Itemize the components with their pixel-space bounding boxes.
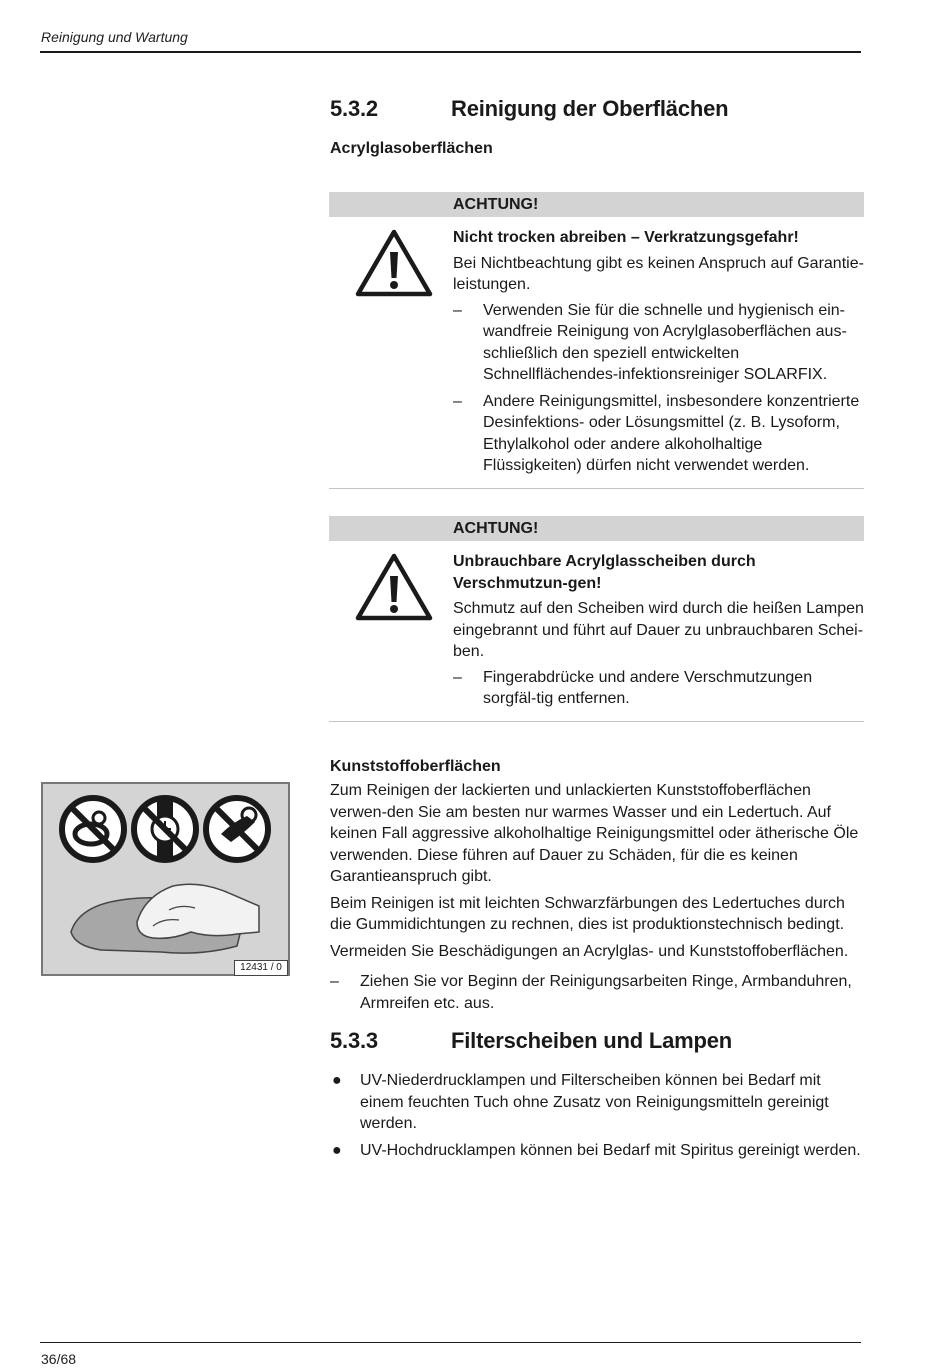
no-watch-icon	[134, 798, 196, 860]
warning-text: Bei Nichtbeachtung gibt es keinen Anspruch auf Garantie-leistungen.	[453, 254, 864, 293]
paragraph: Zum Reinigen der lackierten und unlackierten Kunststoffoberflächen verwen-den Sie am besten nur warmes Wasser und ein Ledertuch. Auf keinen Fall aggressive alkoholhaltige Reinigungsmittel oder ätherische Öle verwenden. Diese führen auf Dauer zu Schäden, für die es keinen Garantieanspruch gibt.	[330, 782, 859, 885]
running-header: Reinigung und Wartung	[41, 29, 188, 45]
list-item: – Andere Reinigungsmittel, insbesondere konzentrierte Desinfektions- oder Lösungsmittel (z. B. Lysoform, Ethylalkohol oder andere alkoholhaltige Flüssigkeiten) dürfen nicht verwendet werden.	[453, 392, 860, 474]
list-item: – Fingerabdrücke und andere Verschmutzungen sorgfäl-tig entfernen.	[453, 668, 813, 707]
list-item-text: UV-Niederdrucklampen und Filterscheiben können bei Bedarf mit einem feuchten Tuch ohne Zusatz von Reinigungsmitteln gereinigt werden.	[360, 1072, 829, 1132]
section-heading-532	[330, 96, 728, 122]
kunststoff-text	[330, 780, 865, 1019]
section-533-list	[330, 1070, 865, 1166]
page-number: 36/68	[41, 1351, 77, 1367]
warning-box-1	[329, 192, 864, 489]
warning-text: Schmutz auf den Scheiben wird durch die heißen Lampen eingebrannt und führt auf Dauer zu unbrauchbaren Schei-ben.	[453, 600, 864, 660]
subheading-kunststoff: Kunststoffoberflächen	[330, 758, 501, 775]
paragraph: Beim Reinigen ist mit leichten Schwarzfärbungen des Ledertuches durch die Gummidichtungen zu rechnen, dies ist produktionstechnisch bedingt.	[330, 894, 845, 933]
section-heading-533	[330, 1028, 732, 1054]
list-item-text: Verwenden Sie für die schnelle und hygienisch ein-wandfreie Reinigung von Acrylglasoberflächen aus-schließlich den speziell entwickelten Schnellflächendes-infektionsreiniger SOLARFIX.	[483, 301, 847, 383]
section-number: 5.3.3	[330, 1028, 378, 1053]
warning-body	[453, 217, 864, 488]
warning-title: Unbrauchbare Acrylglasscheiben durch Verschmutzun-gen!	[453, 553, 756, 592]
list-item-text: Fingerabdrücke und andere Verschmutzungen sorgfäl-tig entfernen.	[483, 668, 813, 707]
warning-title: Nicht trocken abreiben – Verkratzungsgefahr!	[453, 229, 799, 246]
no-ring-icon	[62, 798, 124, 860]
list-item: ● UV-Hochdrucklampen können bei Bedarf mit Spiritus gereinigt werden.	[332, 1141, 861, 1159]
no-bracelet-icon	[206, 798, 268, 860]
list-item-text: Andere Reinigungsmittel, insbesondere konzentrierte Desinfektions- oder Lösungsmittel (z. B. Lysoform, Ethylalkohol oder andere alkoholhaltige Flüssigkeiten) dürfen nicht verwendet werden.	[483, 392, 860, 474]
warning-box-2	[329, 516, 864, 722]
warning-label-bar	[329, 516, 864, 541]
warning-body	[453, 541, 864, 721]
list-item-text: UV-Hochdrucklampen können bei Bedarf mit Spiritus gereinigt werden.	[360, 1141, 861, 1159]
list-item: – Verwenden Sie für die schnelle und hygienisch ein-wandfreie Reinigung von Acrylglasoberflächen aus-schließlich den speziell entwickelten Schnellflächendes-infektionsreiniger SOLARFIX.	[453, 301, 847, 383]
list-item: ● UV-Niederdrucklampen und Filterscheiben können bei Bedarf mit einem feuchten Tuch ohne Zusatz von Reinigungsmitteln gereinigt werden.	[332, 1072, 829, 1132]
footer-rule	[40, 1342, 861, 1343]
warning-triangle-icon	[355, 228, 433, 298]
subheading-acryl: Acrylglasoberflächen	[330, 140, 493, 157]
header-rule	[40, 51, 861, 53]
warning-label: ACHTUNG!	[453, 520, 539, 537]
section-title: Reinigung der Oberflächen	[451, 96, 729, 121]
section-number: 5.3.2	[330, 96, 378, 121]
list-item-text: Ziehen Sie vor Beginn der Reinigungsarbeiten Ringe, Armbanduhren, Armreifen etc. aus.	[360, 973, 852, 1012]
warning-label: ACHTUNG!	[453, 196, 539, 213]
section-title: Filterscheiben und Lampen	[451, 1028, 733, 1053]
warning-label-bar	[329, 192, 864, 217]
warning-triangle-icon	[355, 552, 433, 622]
list-item: – Ziehen Sie vor Beginn der Reinigungsarbeiten Ringe, Armbanduhren, Armreifen etc. aus.	[330, 973, 852, 1012]
cleaning-illustration	[41, 782, 290, 976]
paragraph: Vermeiden Sie Beschädigungen an Acrylglas- und Kunststoffoberflächen.	[330, 942, 849, 960]
figure-number: 12431 / 0	[234, 960, 288, 976]
